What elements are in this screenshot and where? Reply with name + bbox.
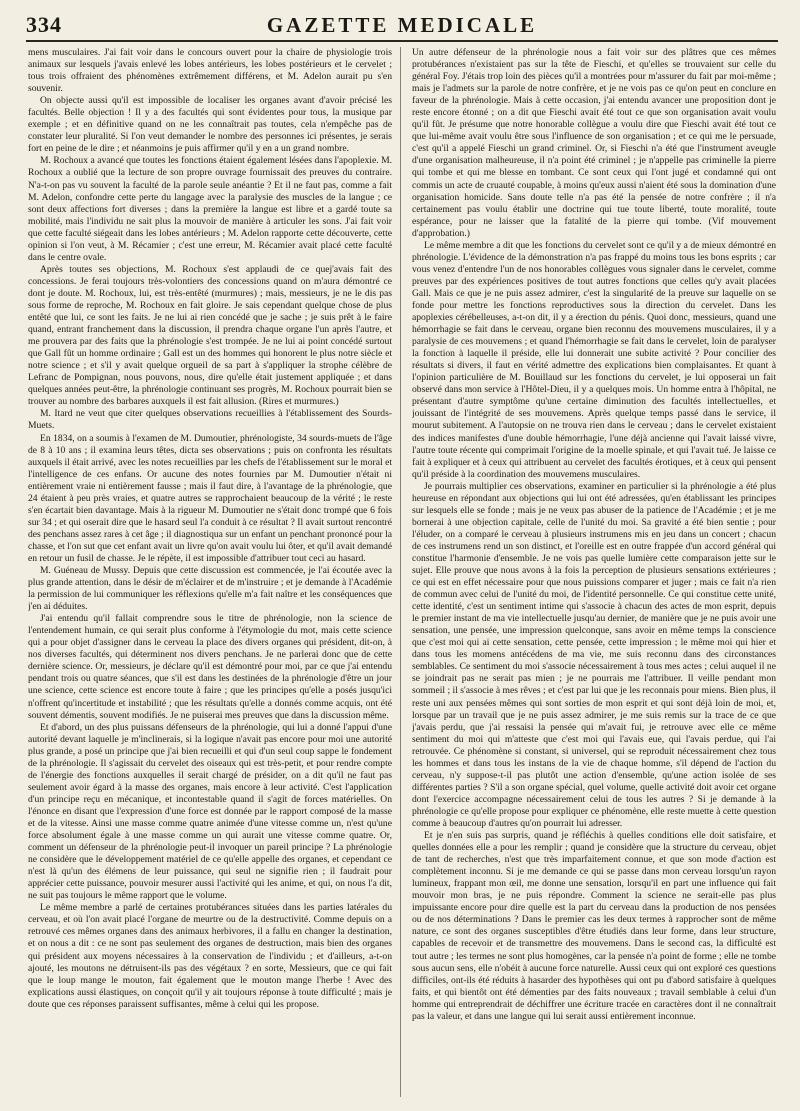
column-separator — [400, 47, 401, 1097]
article-paragraph: M. Guéneau de Mussy. Depuis que cette discussion est commencée, je l'ai écoutée avec la plus grande attention, dans le désir de m'éclairer et de m'instruire ; et je demande à l'Académie la permission de lui communiquer les réflexions qu'elle m'a fait naître et les conséquences que j'en ai déduites. — [28, 565, 392, 613]
article-paragraph: Et d'abord, un des plus puissans défenseurs de la phrénologie, qui lui a donné l'appui d'une autorité devant laquelle je m'inclinerais, si la logique n'avait pas encore pour moi une autorité plus grande, a posé un principe que j'ai bien recueilli et qui d'un seul coup sappe le fondement de la phrénologie. Il s'agissait du cervelet des oiseaux qui est très-petit, et pour rendre compte de l'énergie des fonctions auxquelles il serait chargé de présider, on a dit qu'il ne faut pas seulement avoir égard à la masse des organes, mais encore à leur activité. C'est l'application d'un principe reçu en mécanique, et incontestable quand il s'agit de forces matérielles. On l'énonce en disant que l'expression d'une force est donnée par le rapport composé de la masse et de la vitesse. Ainsi une masse comme quatre animée d'une vitesse comme un, n'est qu'une force absolument égale à une masse comme un qui aurait une vitesse comme quatre. Or, comment un défenseur de la phrénologie peut-il invoquer un pareil principe ? La phrénologie ne considère que le développement matériel de ce qu'elle appelle des organes, et cependant ce n'est là qu'un des élémens de leur puissance, qui seul ne signifie rien ; il faudrait pour apprécier cette puissance, pouvoir mesurer aussi l'activité qui les anime, et qui, on nous l'a dit, ne suit pas toujours le même rapport que le volume. — [28, 721, 392, 902]
article-paragraph: Je pourrais multiplier ces observations, examiner en particulier si la phrénologie a été plus heureuse en répondant aux objections qui lui ont été adressées, qu'en établissant les principes sur lesquels elle se fonde ; mais je ne veux pas abuser de la patience de l'Académie ; et je me bornerai à une objection capitale, celle de l'unité du moi. Sa gravité a été bien sentie ; pour l'éluder, on a comparé le cerveau à plusieurs instrumens mis en jeu dans un concert ; chacun de ces instrumens rend un son distinct, et l'oreille est en outre frappée d'un accord général qui constitue l'harmonie d'ensemble. Je ne vois pas quelle lumière cette comparaison jette sur le sujet. Elle prouve que nous avons à la fois la perception de plusieurs sensations extérieures ; ce qui est en effet nécessaire pour que nous puissions comparer et juger ; mais ce fait n'a rien de commun avec celui de l'unité du moi, de l'identité personnelle. Ce qui constitue cette unité, cette identité, c'est un sentiment intime qui s'associe à chacun des actes de mon esprit, depuis le premier instant de ma vie intellectuelle jusqu'au dernier, de manière que je ne puis avoir une sensation, une pensée, une impression quelconque, sans avoir en même temps la conscience que c'est moi qui ai cette sensation, cette pensée, cette impression ; le même moi qui hier et dans tous les momens antécédens de ma vie, me suis reconnu dans des circonstances semblables. Ce sentiment du moi s'associe nécessairement à tous mes actes ; celui auquel il ne se joindrait pas ne serait pas mien ; je ne pourrais me l'attribuer. Il veille pendant mon sommeil ; il s'associe à mes rêves ; et c'est par lui que je les reconnais pour miens. Bien plus, il reste uni aux pensées mêmes qui sont sorties de mon esprit et qui sont déjà loin de moi, et, lorsque par un travail que je ne puis assez admirer, je me suis remis sur la trace de ce que j'avais perdu, que j'ai ressaisi la pensée qui m'avait fui, je retrouve avec elle ce même sentiment du moi qui m'atteste que c'est moi qui l'avais eue, qui l'avais perdue, qui l'ai retrouvée. Ce phénomène si constant, si universel, qui se reproduit nécessairement chez tous les hommes et dans tous les instans de la vie de chaque homme, s'il dépend de l'action du cerveau, n'y suppose-t-il pas plutôt une action d'ensemble, qu'une action isolée de ses différentes parties ? S'il a son organe spécial, quel volume, quelle activité doit avoir cet organe dont l'exercice accompagne nécessairement celui de tous les autres ? Si je demande à la phrénologie ce qu'elle propose pour expliquer ce phénomène, elle reste muette à cette question comme à beaucoup d'autres qu'on pourrait lui adresser. — [412, 480, 776, 829]
right-column — [412, 47, 776, 1102]
article-paragraph: En 1834, on a soumis à l'examen de M. Dumoutier, phrénologiste, 34 sourds-muets de l'âge de 8 à 10 ans ; il examina leurs têtes, dicta ses observations ; puis on confronta les résultats auxquels il était arrivé, avec les notes recueillies par les chefs de l'établissement sur le moral et l'intelligence de ces enfans. Or aucune des notes fournies par M. Dumoutier n'était ni entièrement vraie ni entièrement fausse ; mais il faut dire, à l'avantage de la phrénologie, que 24 étaient à peu près vraies, et quatre autres se rapprochaient beaucoup de la vérité ; le reste s'en écartait bien davantage. Mais à la rigueur M. Dumoutier ne s'était donc trompé que 6 fois sur 34 ; et qui oserait dire que le hasard seul l'a conduit à ce résultat ? Il avait surtout rencontré des penchans assez rares à cet âge ; il diagnostiqua sur un enfant un penchant prononcé pour la chasse, et l'on sut que cet enfant avait un livre qu'on avait voulu lui ôter, et qu'il avait demandé en retour un fusil de chasse. Je le répète, il est impossible d'attribuer tout ceci au hasard. — [28, 432, 392, 564]
article-paragraph: M. Rochoux a avancé que toutes les fonctions étaient également lésées dans l'apoplexie. M. Rochoux a oublié que la lecture de son propre ouvrage fournissait des preuves du contraire. N'a-t-on pas vu souvent la faculté de la parole seule anéantie ? Et il ne faut pas, comme a fait M. Adelon, confondre cette perte du langage avec la paralysie des muscles de la langue ; ce sont deux affections fort diverses ; dans la première la langue est libre et a gardé toute sa mobilité, mais l'individu ne sait plus la mouvoir de manière à articuler les sons. J'ai fait voir que cette faculté siégeait dans les lobes antérieurs ; M. Adelon rapporte cette découverte, cette opinion si l'on veut, à M. Récamier ; c'est une erreur, M. Récamier avait placé cette faculté dans le centre ovale. — [28, 155, 392, 263]
article-paragraph: Le même membre a dit que les fonctions du cervelet sont ce qu'il y a de mieux démontré en phrénologie. L'évidence de la démonstration n'a pas frappé du moins tous les bons esprits ; car vous venez d'entendre l'un de nos honorables collègues vous signaler dans le cervelet, comme preuves par des expériences positives de tout autres fonctions que celles qu'y avait placées Gall. Mais ce que je ne puis assez admirer, c'est la singularité de la preuve sur laquelle on se fonde pour mettre les fonctions reproductives sous la direction du cervelet. Dans les apoplexies cérébelleuses, a-t-on dit, il y a érection du pénis. Quoi donc, messieurs, quand une hémorrhagie se fait dans le cerveau, organe bien reconnu des mouvemens musculaires, il y a paralysie de ces mouvemens ; et quand l'hémorrhagie se fait dans le cervelet, loin de paralyser la fonction à laquelle il préside, elle lui donnerait une subite activité ? Pour concilier des résultats si divers, il faut en vérité admettre des explications bien complaisantes. Et quant à l'opinion particulière de M. Bouillaud sur les fonctions du cervelet, je lui opposerai un fait observé dans mon service à l'Hôtel-Dieu, il y a quelques mois. Un homme entra à l'hôpital, ne présentant d'autre symptôme qu'une certaine diminution des facultés intellectuelles, et jouissant de l'intégrité de ses mouvemens. Après quelque temps passé dans le service, il mourut subitement. A l'autopsie on ne trouva rien dans le cerveau ; dans le cervelet existaient des indices manifestes d'une double hémorrhagie, l'une déjà ancienne qui l'avait laissé vivre, l'autre toute récente qui comprimait l'origine de la moelle spinale, et qui l'avait tué. Je laisse ce fait à expliquer et à ceux qui attribuent au cervelet des facultés érotiques, et à ceux qui pensent qu'il préside à la coordination des mouvemens musculaires. — [412, 239, 776, 480]
page-header — [26, 12, 778, 38]
article-paragraph: M. Itard ne veut que citer quelques observations recueillies à l'établissement des Sourds-Muets. — [28, 408, 392, 432]
left-column — [28, 47, 392, 1102]
article-paragraph: Après toutes ses objections, M. Rochoux s'est applaudi de ce quej'avais fait des concessions. Je ferai toujours très-volontiers des concessions quand on m'aura démontré ce dont je doute. M. Rochoux, lui, est très-entêté (murmures) ; mais, messieurs, je ne le dis pas sous forme de reproche, M. Rochoux en fait gloire. Je sais cependant quelque chose de plus entêté que lui, ce sont les faits. Je ne lui ai rien concédé que je sache ; je suis prêt à le faire quand, entrant franchement dans la discussion, il prendra chaque organe l'un après l'autre, et me prouvera par des faits que la phrénologie s'est trompée. Je ne lui ai point concédé surtout que Gall fût un homme ordinaire ; Gall est un des hommes qui honorent le plus notre siècle et notre science ; et s'il y avait quelque orgueil de sa part à s'appliquer la strophe célèbre de Lefranc de Pompignan, nous pouvons, nous, dire qu'elle était justement appliquée ; et dans quelques années peut-être, la phrénologie continuant ses progrès, M. Rochoux pourrait bien se trouver au nombre des barbares auxquels il est fait allusion. (Rires et murmures.) — [28, 263, 392, 408]
article-paragraph: mens musculaires. J'ai fait voir dans le concours ouvert pour la chaire de physiologie trois animaux sur lesquels j'avais enlevé les lobes antérieurs, les lobes postérieurs et le cervelet ; tous trois offraient des phénomènes extrêmement différens, et M. Adelon aurait pu s'en souvenir. — [28, 47, 392, 95]
header-rule — [26, 40, 778, 42]
article-paragraph: Et je n'en suis pas surpris, quand je réfléchis à quelles conditions elle doit satisfaire, et quelles données elle a pour les remplir ; quand je considère que la structure du cerveau, objet de tant de recherches, n'est que très imparfaitement connue, et que son mode d'action est complètement inconnu. Si je me demande ce qui se passe dans mon cerveau lorsqu'un rayon lumineux, frappant mon œil, me donne une sensation, lorsqu'il en part une influence qui fait mouvoir mon bras, je ne puis répondre. Comment la science ne serait-elle pas plus impuissante encore pour dire quelle est la part du cerveau dans la production de nos pensées ou de nos déterminations ? Dans le premier cas les deux termes à rapprocher sont de même nature, ce sont des organes susceptibles d'être étudiés dans leur forme, dans leur structure, capables de recevoir et de transmettre des mouvemens. Dans le second cas, la difficulté est tout autre ; les termes ne sont plus homogènes, car la pensée n'a point de forme ; elle ne tombe sous aucun sens, elle n'obéit à aucune force naturelle. Aussi ceux qui ont exploré ces questions difficiles, ont-ils été réduits à hasarder des hypothèses qui ont pu d'abord satisfaire à quelques faits, et qui bientôt ont été démenties par des faits nouveaux ; travail semblable à celui d'un homme qui entreprendrait de déchiffrer une écriture tracée en caractères dont il ne connaîtrait pas la valeur, et dans une langue qui lui serait aussi entièrement inconnue. — [412, 830, 776, 1022]
journal-title: GAZETTE MEDICALE — [266, 13, 538, 37]
article-paragraph: On objecte aussi qu'il est impossible de localiser les organes avant d'avoir précisé les facultés. Belle objection ! Il y a des facultés qui sont évidentes pour tous, la musique par exemple ; et en définitive quand on ne les connaîtrait pas toutes, cela n'empêche pas de constater leur pluralité. Si l'on veut demander le nombre des personnes ici présentes, je serais fort en peine de le dire ; et néanmoins je puis affirmer qu'il y en a un grand nombre. — [28, 95, 392, 155]
article-paragraph: J'ai entendu qu'il fallait comprendre sous le titre de phrénologie, non la science de l'entendement humain, ce qui serait plus conforme à l'étymologie du mot, mais cette science qui a pour objet d'assigner dans le cerveau la place des divers organes qui président, dit-on, à nos diverses facultés, qui déterminent nos divers penchans. Je ne parlerai donc que de cette dernière science. Or, messieurs, je déclare qu'il est démontré pour moi, par ce que j'ai entendu pendant trois ou quatre séances, que s'il est dans les destinées de la phrénologie d'être un jour une science, cette science est encore toute à faire ; que les principes qu'elle a posés jusqu'ici n'offrent qu'incertitude et instabilité ; que les résultats qu'elle a donnés comme acquis, ont été souvent démentis, souvent modifiés. Je ne puiserai mes preuves que dans la discussion même. — [28, 613, 392, 721]
article-paragraph: Le même membre a parlé de certaines protubérances situées dans les parties latérales du cerveau, et où l'on avait placé l'organe de meurtre ou de la destructivité. Comme depuis on a retrouvé ces mêmes organes dans des animaux herbivores, il a fallu en changer la destination, et on nous a dit : ce ne sont pas seulement des organes de destruction, mais bien des organes qui président aux moyens nécessaires à la conservation de l'individu ; et d'ailleurs, a-t-on ajouté, les moutons ne détruisent-ils pas des végétaux ? en sorte, Messieurs, que ce qui fait que le loup mange le mouton, fait également que le mouton mange l'herbe ! Avec des explications aussi élastiques, on conçoit qu'il y ait toujours réponse à toute difficulté ; mais je doute que ces réponses paraissent suffisantes, même à celui qui les propose. — [28, 902, 392, 1010]
page-number: 334 — [26, 12, 62, 37]
article-paragraph: Un autre défenseur de la phrénologie nous a fait voir sur des plâtres que ces mêmes protubérances n'existaient pas sur la tête de Fieschi, et qu'elles se trouvaient sur celle du général Foy. J'étais trop loin des pièces qu'il a montrées pour m'assurer du fait par moi-même ; mais je l'admets sur la parole de notre confrère, et je ne vois pas ce qu'on peut en conclure en faveur de la phrénologie. Mais à cette occasion, j'ai entendu avancer une proposition dont je reste encore étonné ; on a dit que Fieschi avait été tout ce que son organisation avait voulu qu'il fût. Je présume que notre honorable collègue a voulu dire que Fieschi avait été tout ce que lui-même avait voulu être sous l'influence de son organisation ; et ce qui me le persuade, c'est qu'il a appelé Fieschi un grand criminel. Or, si Fieschi n'a été que l'instrument aveugle d'une organisation malheureuse, il n'a point été criminel ; je n'appelle pas criminelle la pierre qui tombe et qui me blesse en tombant. Ce sont ceux qui l'ont jugé et condamné qui ont commis un acte de cruauté coupable, à moins qu'eux aussi n'aient été sous la domination d'une organisation homicide. Sans doute telle n'a pas été la pensée de notre confrère ; il n'a certainement pas voulu établir une doctrine qui tue toute liberté, toute moralité, toute espérance, pour ne laisser que la fatalité de la pierre qui tombe. (Vif mouvement d'approbation.) — [412, 47, 776, 239]
